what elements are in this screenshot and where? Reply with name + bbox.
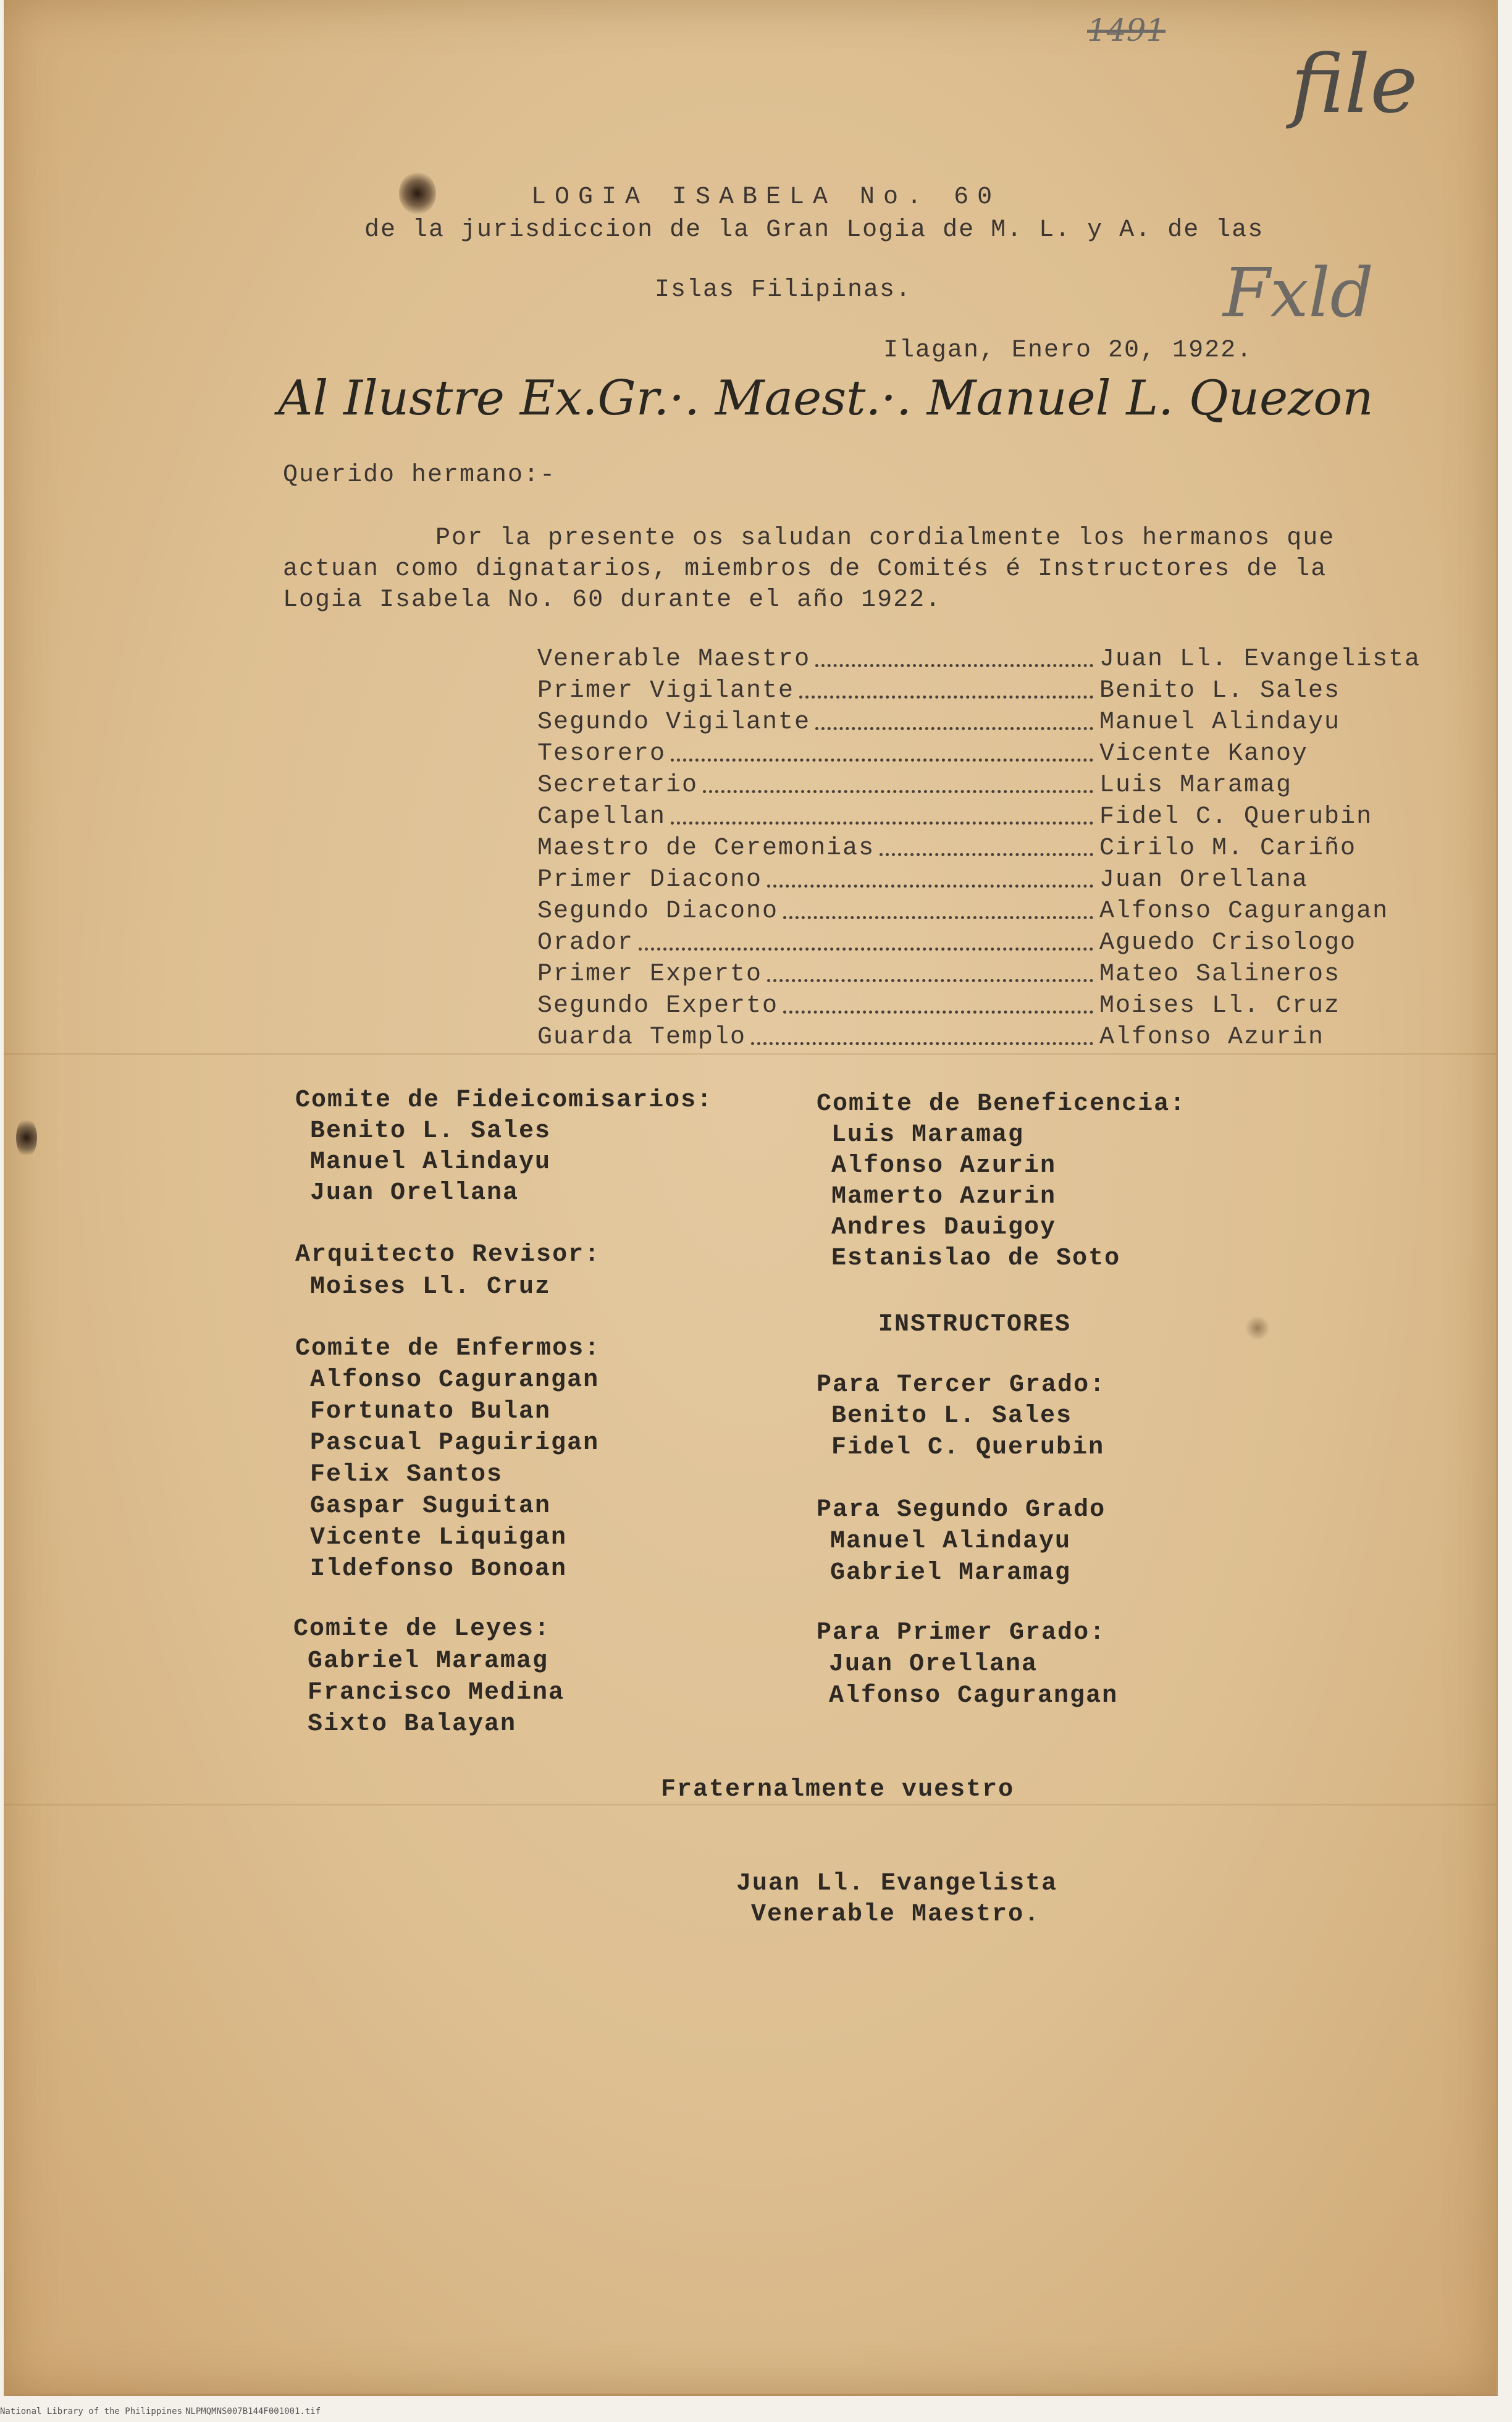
member-name: Luis Maramag: [831, 1121, 1025, 1149]
member-name: Sixto Balayan: [308, 1710, 517, 1738]
dot-leader: [815, 709, 1093, 730]
pencil-number: 1491: [1087, 12, 1166, 48]
member-name: Benito L. Sales: [831, 1402, 1073, 1430]
officer-role: Secretario: [537, 772, 699, 799]
member-name: Moises Ll. Cruz: [310, 1273, 552, 1301]
officer-row: [537, 677, 1427, 705]
group-title-leyes: Comite de Leyes:: [293, 1615, 551, 1643]
officer-name: Juan Orellana: [1099, 866, 1309, 894]
officer-row: [537, 803, 1427, 831]
member-name: Alfonso Cagurangan: [829, 1682, 1119, 1710]
member-name: Vicente Liquigan: [310, 1524, 568, 1552]
officer-name: Fidel C. Querubin: [1099, 803, 1373, 831]
officer-name: Mateo Salineros: [1099, 961, 1341, 988]
dot-leader: [767, 866, 1093, 888]
member-name: Alfonso Cagurangan: [310, 1366, 600, 1394]
member-name: Gabriel Maramag: [308, 1647, 549, 1675]
officer-role: Guarda Templo: [537, 1024, 747, 1051]
ink-stain: [399, 172, 436, 215]
dot-leader: [783, 898, 1093, 919]
footer-library: National Library of the Philippines: [0, 2407, 183, 2416]
dot-leader: [815, 645, 1093, 667]
date-line: Ilagan, Enero 20, 1922.: [883, 337, 1253, 364]
member-name: Pascual Paguirigan: [310, 1429, 600, 1457]
dot-leader: [751, 1024, 1093, 1045]
grade-title-tercer: Para Tercer Grado:: [817, 1371, 1106, 1399]
officer-name: Moises Ll. Cruz: [1099, 992, 1341, 1020]
officer-role: Segundo Diacono: [537, 898, 779, 925]
officer-role: Capellan: [537, 803, 666, 831]
dot-leader: [880, 835, 1093, 856]
footer-filename: NLPMQMNS007B144F001001.tif: [185, 2407, 321, 2416]
dot-leader: [671, 740, 1093, 762]
dot-leader: [783, 992, 1093, 1014]
officer-role: Segundo Experto: [537, 992, 779, 1020]
dot-leader: [639, 929, 1093, 951]
member-name: Alfonso Azurin: [831, 1152, 1057, 1180]
member-name: Andres Dauigoy: [831, 1214, 1057, 1242]
member-name: Gabriel Maramag: [830, 1559, 1072, 1587]
officer-row: [537, 772, 1427, 800]
ink-stain: [16, 1118, 37, 1158]
stain: [1245, 1316, 1270, 1340]
member-name: Fidel C. Querubin: [831, 1434, 1105, 1461]
member-name: Felix Santos: [310, 1461, 503, 1489]
member-name: Fortunato Bulan: [310, 1398, 552, 1426]
grade-title-primer: Para Primer Grado:: [817, 1619, 1106, 1647]
intro-line: Logia Isabela No. 60 durante el año 1922.: [283, 586, 942, 614]
officer-name: Benito L. Sales: [1099, 677, 1341, 705]
member-name: Ildefonso Bonoan: [310, 1555, 568, 1583]
pencil-file-note: file: [1291, 37, 1418, 131]
addressee-handwritten: Al Ilustre Ex.Gr.·. Maest.·. Manuel L. Quezon: [278, 371, 1374, 426]
lodge-name: LOGIA ISABELA No. 60: [531, 183, 1001, 211]
member-name: Gaspar Suguitan: [310, 1492, 552, 1520]
intro-line: Por la presente os saludan cordialmente los hermanos que: [435, 524, 1335, 552]
officer-row: [537, 992, 1427, 1020]
group-title-arquitecto: Arquitecto Revisor:: [295, 1241, 601, 1269]
member-name: Francisco Medina: [308, 1679, 565, 1707]
officer-role: Primer Experto: [537, 961, 763, 988]
instructores-heading: INSTRUCTORES: [878, 1311, 1072, 1339]
signatory-title: Venerable Maestro.: [751, 1901, 1041, 1928]
officer-name: Vicente Kanoy: [1099, 740, 1309, 768]
closing-line: Fraternalmente vuestro: [661, 1776, 1015, 1804]
officer-name: Manuel Alindayu: [1099, 709, 1341, 736]
officer-row: [537, 740, 1427, 768]
officer-role: Primer Vigilante: [537, 677, 795, 705]
member-name: Juan Orellana: [310, 1179, 519, 1207]
officer-role: Venerable Maestro: [537, 645, 811, 673]
dot-leader: [671, 803, 1093, 825]
group-title-fideicomisarios: Comite de Fideicomisarios:: [295, 1087, 713, 1114]
officer-role: Maestro de Ceremonias: [537, 835, 875, 862]
officer-name: Alfonso Cagurangan: [1099, 898, 1389, 925]
signatory-name: Juan Ll. Evangelista: [736, 1870, 1058, 1898]
dot-leader: [767, 961, 1093, 982]
member-name: Manuel Alindayu: [830, 1528, 1072, 1555]
jurisdiction-line: de la jurisdiccion de la Gran Logia de M. L. y A. de las: [364, 216, 1264, 244]
member-name: Benito L. Sales: [310, 1117, 552, 1145]
intro-line: actuan como dignatarios, miembros de Comités é Instructores de la: [283, 555, 1327, 583]
officer-name: Luis Maramag: [1099, 772, 1293, 799]
letter-paper: [4, 0, 1498, 2396]
pencil-note: Fxld: [1223, 253, 1374, 332]
officer-name: Cirilo M. Cariño: [1099, 835, 1357, 862]
officer-name: Juan Ll. Evangelista: [1099, 645, 1421, 673]
officer-name: Aguedo Crisologo: [1099, 929, 1357, 957]
member-name: Mamerto Azurin: [831, 1183, 1057, 1211]
officer-row: [537, 1024, 1427, 1052]
member-name: Estanislao de Soto: [831, 1245, 1121, 1272]
officer-row: [537, 709, 1427, 737]
officer-role: Primer Diacono: [537, 866, 763, 894]
islands-line: Islas Filipinas.: [655, 276, 912, 304]
member-name: Juan Orellana: [829, 1650, 1038, 1678]
officer-row: [537, 835, 1427, 863]
officer-role: Segundo Vigilante: [537, 709, 811, 736]
group-title-enfermos: Comite de Enfermos:: [295, 1335, 601, 1363]
salutation: Querido hermano:-: [283, 461, 556, 489]
fold-line: [4, 1053, 1496, 1055]
group-title-beneficencia: Comite de Beneficencia:: [817, 1090, 1186, 1118]
officer-name: Alfonso Azurin: [1099, 1024, 1325, 1051]
fold-line: [4, 1804, 1496, 1806]
dot-leader: [703, 772, 1093, 793]
officer-row: [537, 961, 1427, 989]
officer-row: [537, 866, 1427, 894]
officer-row: [537, 898, 1427, 926]
member-name: Manuel Alindayu: [310, 1148, 552, 1176]
officer-role: Orador: [537, 929, 634, 957]
officer-row: [537, 645, 1427, 674]
officer-row: [537, 929, 1427, 957]
dot-leader: [799, 677, 1093, 699]
officer-role: Tesorero: [537, 740, 666, 768]
grade-title-segundo: Para Segundo Grado: [817, 1496, 1106, 1524]
